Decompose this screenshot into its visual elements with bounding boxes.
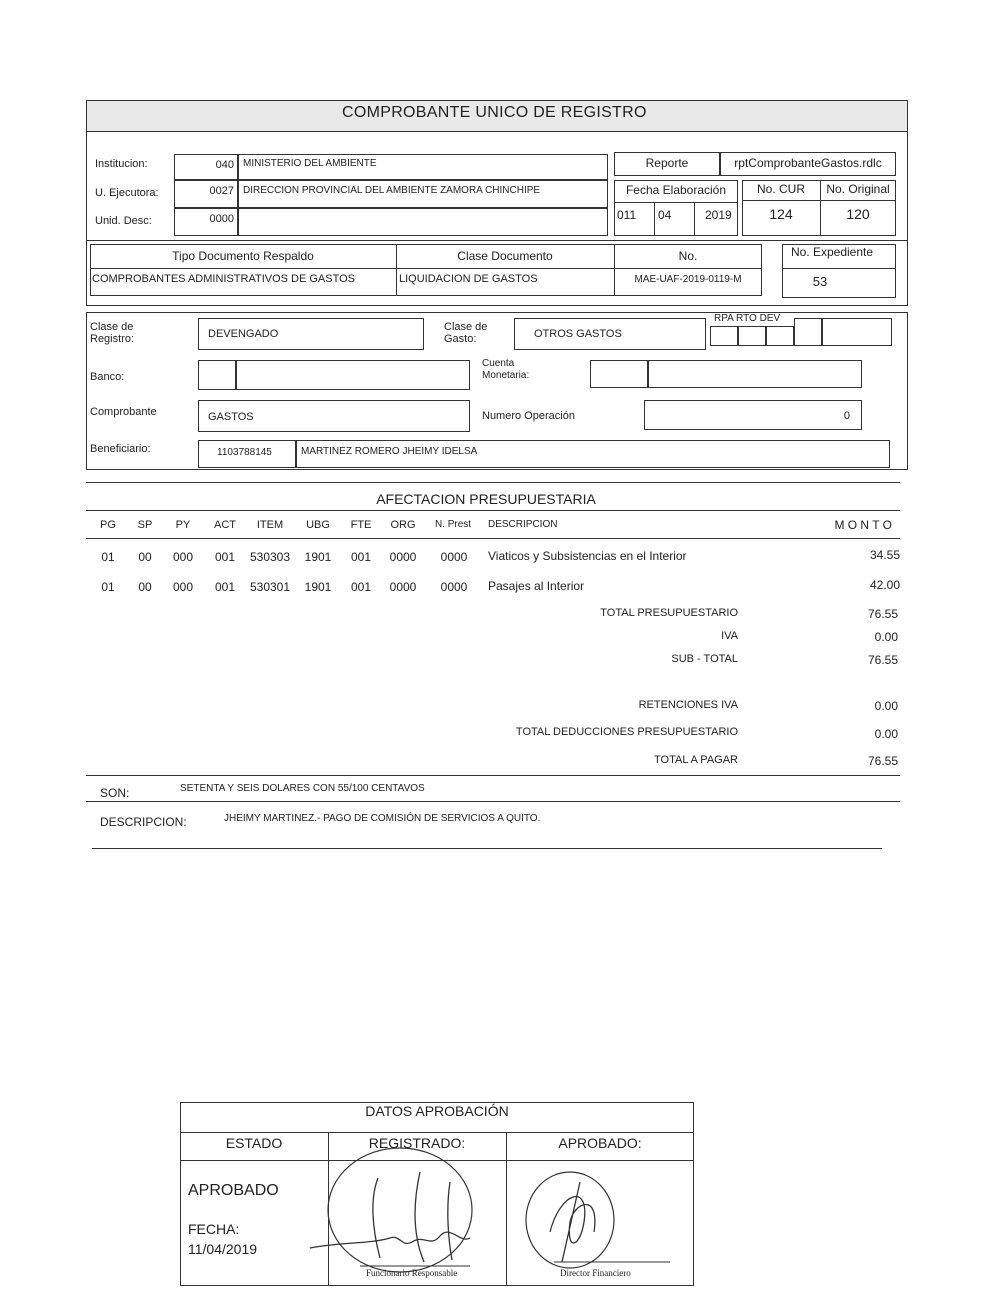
clase-gasto-value: OTROS GASTOS — [534, 328, 622, 340]
son-top-line — [86, 775, 900, 776]
cell-py: 000 — [172, 550, 194, 564]
cur-value: 124 — [769, 206, 793, 222]
col-monto: M O N T O — [834, 518, 892, 532]
ejecutora-code: 0027 — [209, 185, 234, 197]
clase-doc-value: LIQUIDACION DE GASTOS — [399, 273, 538, 285]
col-descripcion: DESCRIPCION — [488, 519, 558, 530]
fecha-aprob-label: FECHA: — [188, 1221, 240, 1237]
signature-director-icon — [510, 1162, 690, 1278]
total-presupuestario-label: TOTAL PRESUPUESTARIO — [600, 607, 738, 619]
cell-descripcion: Pasajes al Interior — [488, 579, 585, 593]
aprobado-label: APROBADO: — [558, 1135, 642, 1151]
iva-label: IVA — [721, 630, 738, 642]
original-value: 120 — [846, 206, 870, 222]
dev-box — [766, 326, 794, 346]
fecha-divider — [614, 202, 738, 203]
total-a-pagar-value: 76.55 — [867, 754, 898, 768]
fecha-sep-2 — [694, 202, 695, 236]
beneficiario-id: 1103788145 — [217, 447, 272, 458]
doc-table-divider — [90, 268, 762, 269]
cell-sp: 00 — [138, 550, 152, 564]
signature-responsable-caption: Funcionario Responsable — [366, 1268, 458, 1278]
extra-box-1 — [794, 318, 822, 346]
clase-gasto-label: Clase de Gasto: — [444, 321, 488, 345]
cell-fte: 001 — [350, 580, 372, 594]
aprobacion-title: DATOS APROBACIÓN — [365, 1103, 509, 1119]
signature-responsable-icon — [300, 1138, 510, 1284]
fecha-day: 011 — [617, 208, 637, 222]
afectacion-top-line — [86, 482, 900, 483]
no-doc-label: No. — [678, 249, 698, 263]
cell-item: 530301 — [249, 580, 291, 594]
comprobante-value: GASTOS — [208, 411, 254, 423]
banco-label: Banco: — [90, 371, 125, 383]
ejecutora-label: U. Ejecutora: — [95, 187, 159, 199]
col-py: PY — [175, 519, 191, 531]
total-deducciones-label: TOTAL DEDUCCIONES PRESUPUESTARIO — [515, 726, 738, 738]
fecha-year: 2019 — [705, 208, 732, 222]
col-org: ORG — [390, 519, 416, 531]
beneficiario-name: MARTINEZ ROMERO JHEIMY IDELSA — [301, 446, 478, 457]
total-presupuestario-value: 76.55 — [867, 607, 898, 621]
cuenta-label: Cuenta Monetaria: — [482, 358, 530, 381]
banco-code-box — [198, 360, 236, 390]
col-pg: PG — [100, 519, 116, 531]
page-title: COMPROBANTE UNICO DE REGISTRO — [342, 104, 647, 121]
col-sp: SP — [137, 519, 153, 531]
fecha-sep-1 — [654, 202, 655, 236]
cell-py: 000 — [172, 580, 194, 594]
cur-divider — [742, 200, 896, 201]
institucion-code: 040 — [215, 159, 234, 171]
afectacion-title-line — [86, 510, 900, 511]
cuenta-code-box — [590, 360, 648, 388]
fecha-month: 04 — [658, 208, 672, 222]
desc-code: 0000 — [209, 213, 234, 225]
expediente-value: 53 — [812, 274, 828, 289]
unid-desc-label: Unid. Desc: — [95, 215, 152, 227]
extra-box-2 — [822, 318, 892, 346]
retenciones-iva-value: 0.00 — [874, 699, 898, 713]
institucion-label: Institucion: — [95, 158, 148, 170]
section-divider — [86, 240, 908, 241]
cell-org: 0000 — [389, 580, 417, 594]
cur-label: No. CUR — [756, 182, 805, 196]
signature-director-caption: Director Financiero — [560, 1268, 631, 1278]
col-fte: FTE — [350, 519, 372, 531]
tipo-doc-label: Tipo Documento Respaldo — [172, 249, 314, 263]
afectacion-header-line — [86, 538, 900, 539]
cell-act: 001 — [214, 580, 236, 594]
descripcion-label: DESCRIPCION: — [100, 815, 187, 829]
son-label: SON: — [100, 786, 130, 800]
cell-fte: 001 — [350, 550, 372, 564]
rpa-label: RPA RTO DEV — [714, 313, 781, 324]
cell-org: 0000 — [389, 550, 417, 564]
iva-value: 0.00 — [874, 630, 898, 644]
cell-act: 001 — [214, 550, 236, 564]
subtotal-label: SUB - TOTAL — [671, 653, 738, 665]
cell-nprest: 0000 — [440, 580, 468, 594]
beneficiario-label: Beneficiario: — [90, 443, 151, 455]
reporte-value: rptComprobanteGastos.rdlc — [734, 156, 882, 170]
tipo-doc-value: COMPROBANTES ADMINISTRATIVOS DE GASTOS — [92, 273, 356, 285]
col-nprest: N. Prest — [434, 519, 472, 530]
clase-doc-label: Clase Documento — [457, 249, 553, 263]
estado-label: ESTADO — [225, 1135, 283, 1151]
col-act: ACT — [214, 519, 236, 531]
retenciones-iva-label: RETENCIONES IVA — [638, 699, 738, 711]
expediente-divider — [782, 268, 896, 269]
cell-pg: 01 — [101, 580, 115, 594]
aprobacion-title-line — [180, 1132, 694, 1133]
son-value: SETENTA Y SEIS DOLARES CON 55/100 CENTAVOS — [180, 783, 425, 794]
no-doc-value: MAE-UAF-2019-0119-M — [634, 274, 742, 285]
registrado-label: REGISTRADO: — [368, 1135, 466, 1151]
cell-item: 530303 — [249, 550, 291, 564]
comprobante-label: Comprobante — [90, 406, 157, 418]
operacion-value: 0 — [843, 410, 850, 422]
cell-monto: 42.00 — [869, 578, 900, 592]
afectacion-title: AFECTACION PRESUPUESTARIA — [376, 491, 596, 507]
col-ubg: UBG — [306, 519, 330, 531]
original-label: No. Original — [826, 182, 890, 196]
desc-name-box — [238, 208, 608, 236]
ejecutora-name: DIRECCION PROVINCIAL DEL AMBIENTE ZAMORA CHINCHIPE — [243, 185, 541, 196]
expediente-label: No. Expediente — [790, 245, 874, 259]
descripcion-value: JHEIMY MARTINEZ.- PAGO DE COMISIÓN DE SERVICIOS A QUITO. — [224, 813, 541, 824]
descripcion-bottom-line — [92, 848, 882, 849]
rto-box — [738, 326, 766, 346]
cell-ubg: 1901 — [304, 550, 332, 564]
son-bottom-line — [86, 801, 900, 802]
cell-ubg: 1901 — [304, 580, 332, 594]
cell-descripcion: Viaticos y Subsistencias en el Interior — [488, 549, 687, 563]
col-item: ITEM — [256, 519, 284, 531]
cuenta-name-box — [648, 360, 862, 388]
cell-pg: 01 — [101, 550, 115, 564]
estado-value: APROBADO — [188, 1182, 279, 1199]
cell-nprest: 0000 — [440, 550, 468, 564]
fecha-label: Fecha Elaboración — [625, 183, 727, 197]
rpa-box — [710, 326, 738, 346]
total-a-pagar-label: TOTAL A PAGAR — [654, 754, 738, 766]
institucion-name: MINISTERIO DEL AMBIENTE — [243, 158, 377, 169]
operacion-label: Numero Operación — [482, 410, 575, 422]
cell-monto: 34.55 — [869, 548, 900, 562]
fecha-aprob-value: 11/04/2019 — [188, 1241, 258, 1257]
total-deducciones-value: 0.00 — [874, 727, 898, 741]
reporte-label: Reporte — [645, 156, 689, 170]
cell-sp: 00 — [138, 580, 152, 594]
clase-registro-value: DEVENGADO — [208, 328, 279, 340]
banco-name-box — [236, 360, 470, 390]
subtotal-value: 76.55 — [867, 653, 898, 667]
clase-registro-label: Clase de Registro: — [90, 321, 135, 345]
